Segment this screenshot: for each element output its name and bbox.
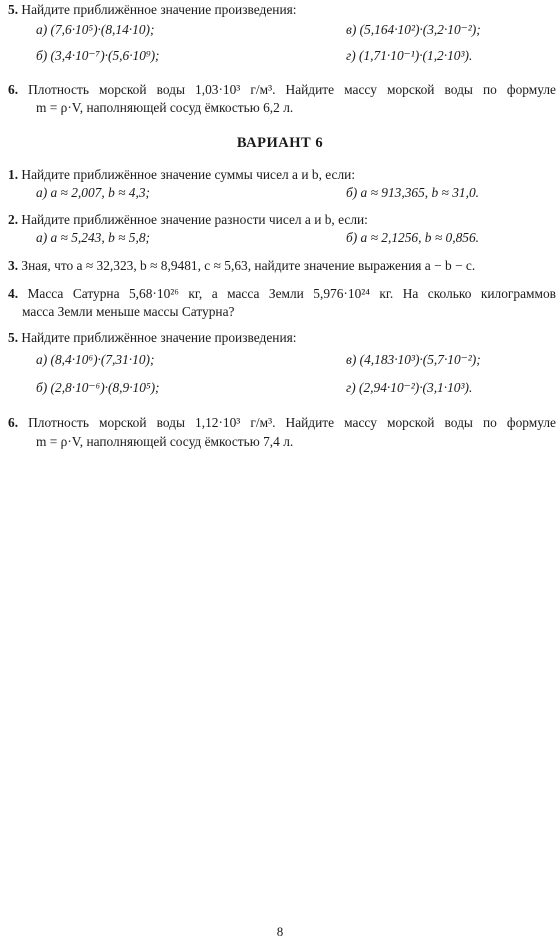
task-1-a: а) a ≈ 2,007, b ≈ 4,3; (36, 185, 151, 200)
task-5-b: б) (2,8·10⁻⁶)·(8,9·10⁵); (36, 380, 160, 395)
variant-title: ВАРИАНТ 6 (236, 135, 324, 151)
task-5-top-b: б) (3,4·10⁻⁷)·(5,6·10⁹); (36, 48, 160, 63)
task-5-top-d: г) (1,71·10⁻¹)·(1,2·10³). (346, 48, 473, 63)
task-2: 2. Найдите приближённое значение разности чисел a и b, если: (8, 212, 368, 227)
task-5-d: г) (2,94·10⁻²)·(3,1·10³). (346, 380, 473, 395)
task-5: 5. Найдите приближённое значение произведения: (8, 330, 297, 345)
task-1-b: б) a ≈ 913,365, b ≈ 31,0. (346, 185, 480, 200)
task-6-top-line2: m = ρ·V, наполняющей сосуд ёмкостью 6,2 л. (36, 100, 294, 115)
task-5-c: в) (4,183·10³)·(5,7·10⁻²); (346, 352, 481, 367)
task-5-top-a: а) (7,6·10⁵)·(8,14·10); (36, 22, 155, 37)
task-1: 1. Найдите приближённое значение суммы чисел a и b, если: (8, 167, 356, 182)
task-6-top-line1: 6. Плотность морской воды 1,03·10³ г/м³. Найдите массу морской воды по формуле (8, 82, 556, 97)
task-4-line2: масса Земли меньше массы Сатурна? (22, 304, 235, 319)
task-2-b: б) a ≈ 2,1256, b ≈ 0,856. (346, 230, 480, 245)
task-2-a: а) a ≈ 5,243, b ≈ 5,8; (36, 230, 151, 245)
task-5-top: 5. Найдите приближённое значение произведения: (8, 2, 297, 17)
task-6-line1: 6. Плотность морской воды 1,12·10³ г/м³. Найдите массу морской воды по формуле (8, 415, 556, 430)
task-4-line1: 4. Масса Сатурна 5,68·10²⁶ кг, а масса Земли 5,976·10²⁴ кг. На сколько килограммов (8, 286, 556, 301)
task-6-line2: m = ρ·V, наполняющей сосуд ёмкостью 7,4 л. (36, 434, 294, 449)
page-number: 8 (276, 924, 284, 939)
task-3: 3. Зная, что a ≈ 32,323, b ≈ 8,9481, c ≈ 5,63, найдите значение выражения a − b − c. (8, 258, 476, 273)
task-5-a: а) (8,4·10⁶)·(7,31·10); (36, 352, 155, 367)
task-5-top-c: в) (5,164·10²)·(3,2·10⁻²); (346, 22, 481, 37)
